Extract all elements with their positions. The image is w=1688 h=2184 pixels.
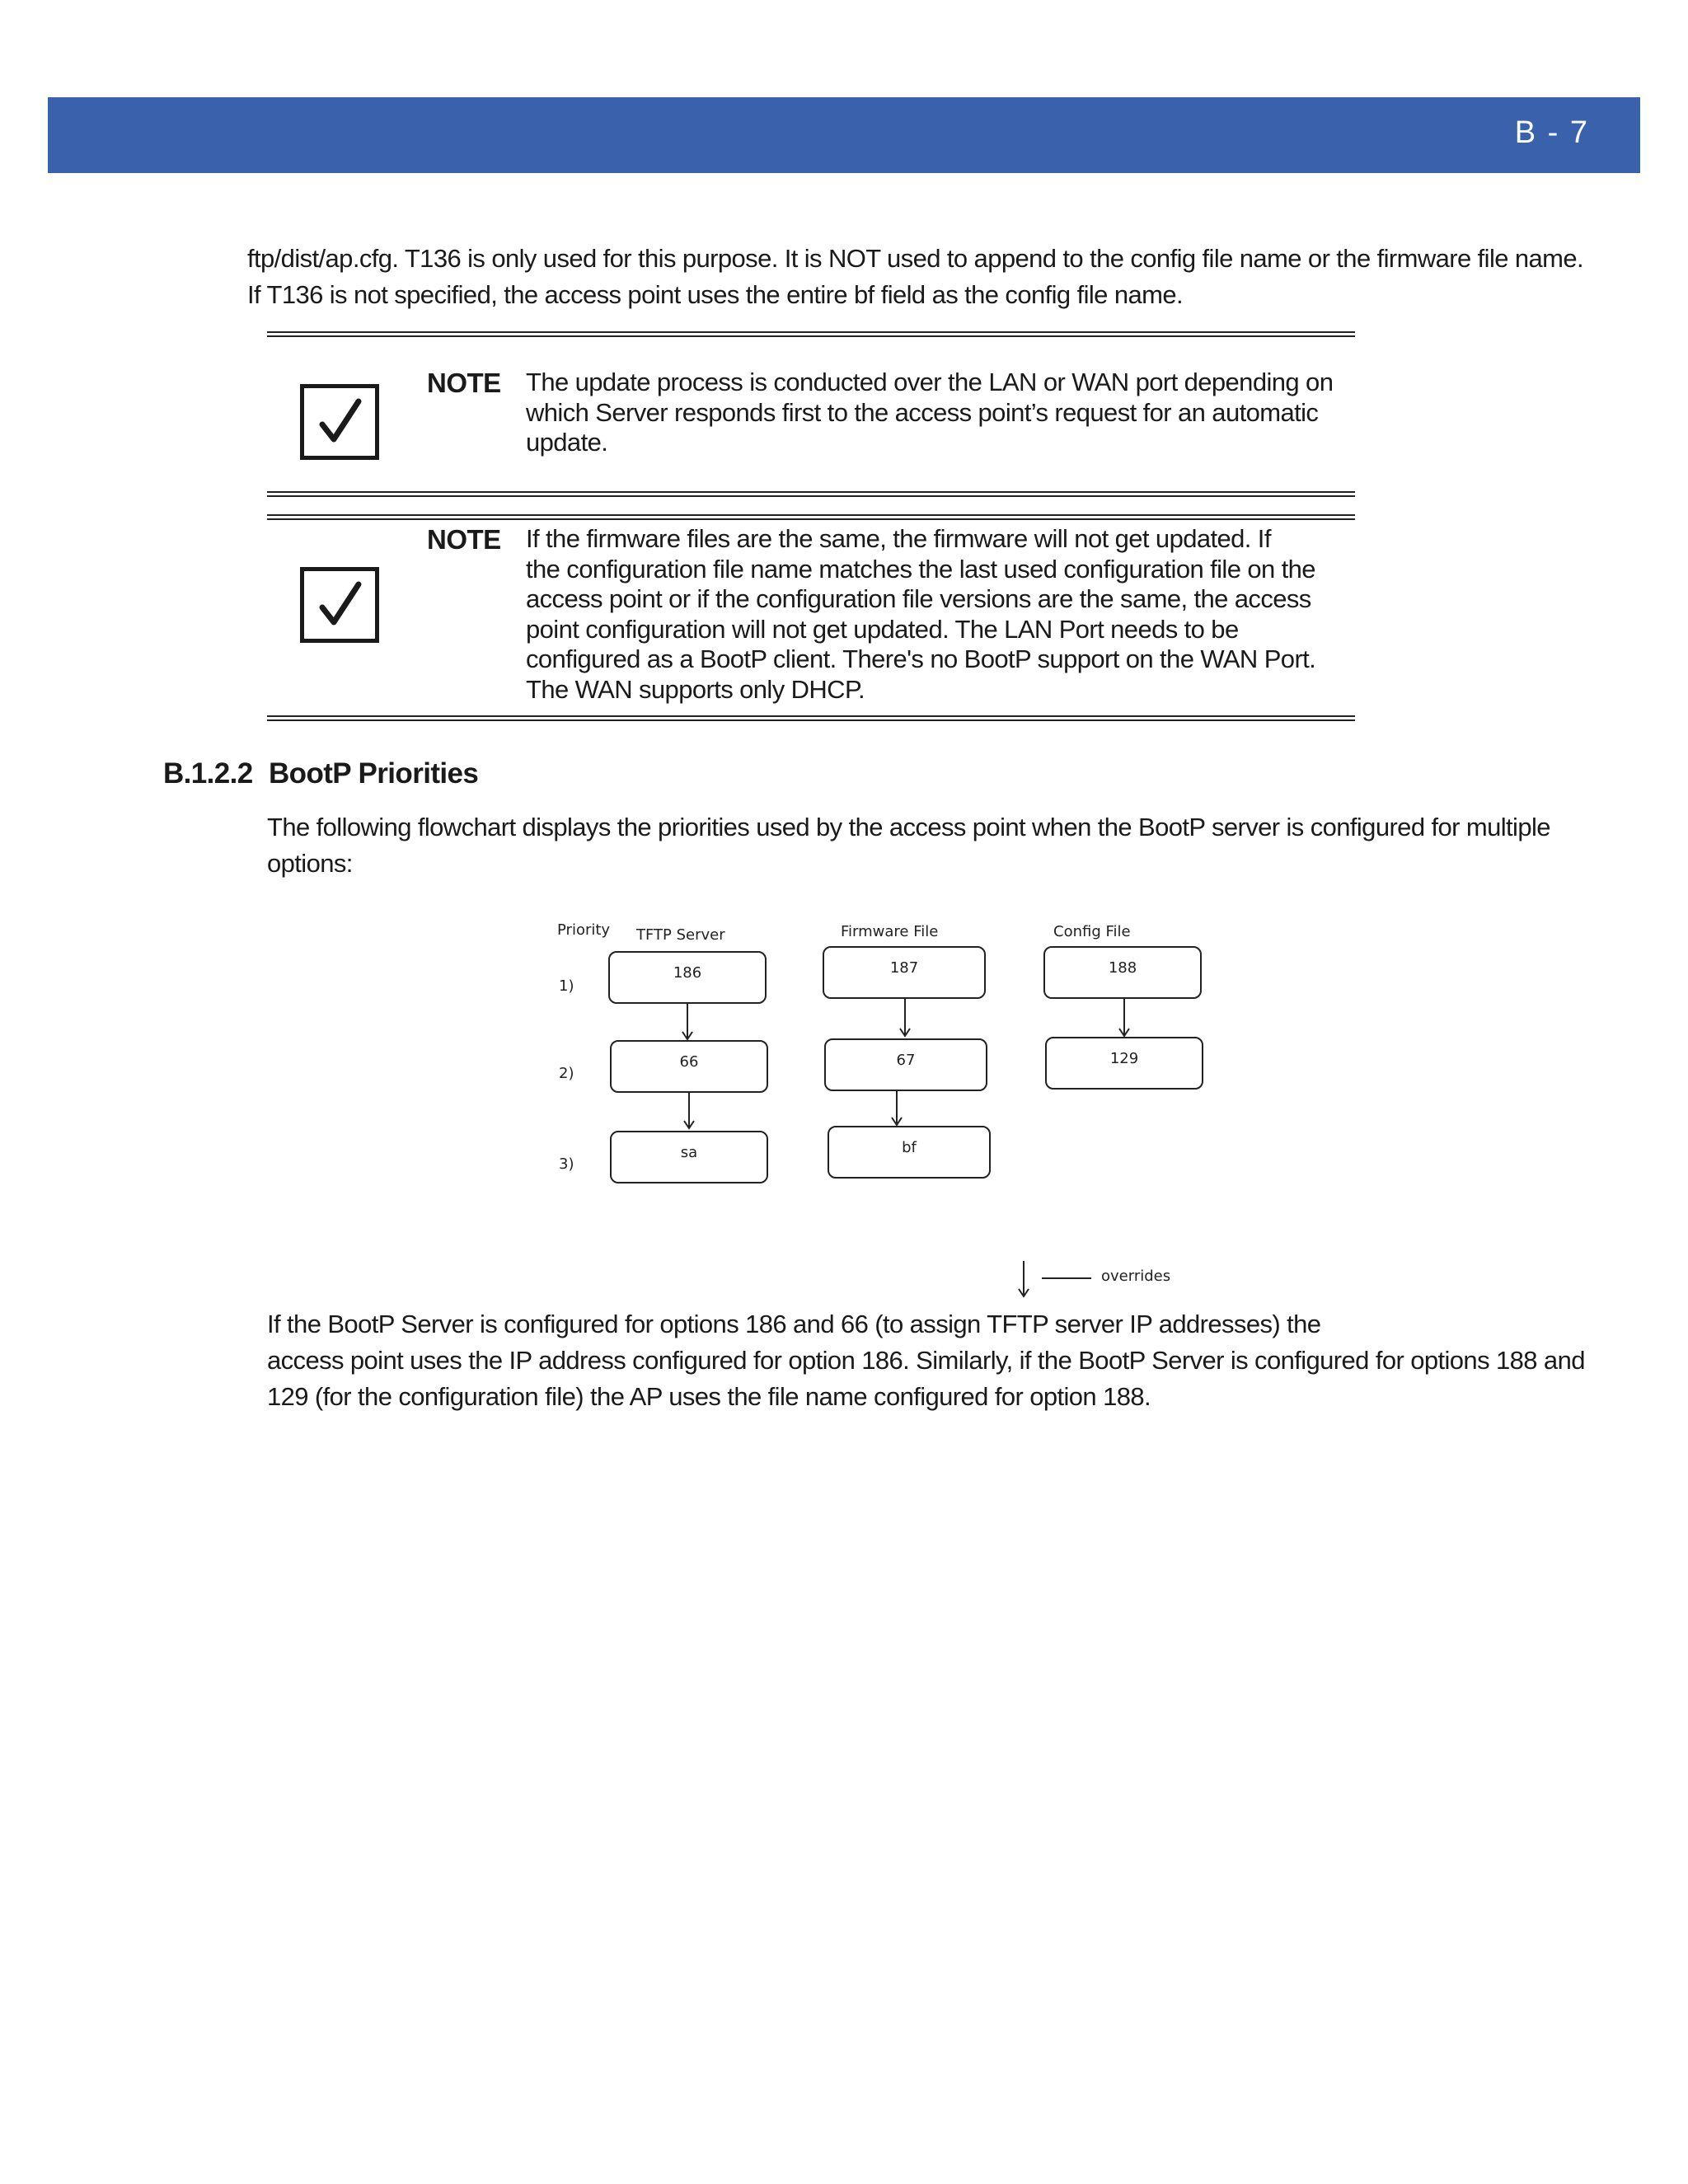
note-2-checkbox-icon bbox=[300, 567, 379, 643]
column-header-config-file: Config File bbox=[1053, 923, 1131, 940]
note-1-line: which Server responds first to the access point’s request for an automatic bbox=[526, 397, 1319, 427]
intro-line-2: If T136 is not specified, the access point uses the entire bf field as the config file name. bbox=[247, 280, 1183, 309]
priority-header: Priority bbox=[557, 921, 611, 939]
note-2-line: access point or if the configuration file versions are the same, the access bbox=[526, 584, 1311, 613]
intro-paragraph bbox=[247, 241, 1599, 313]
note-2-line: If the firmware files are the same, the firmware will not get updated. If bbox=[526, 524, 1271, 553]
note-2-text bbox=[526, 524, 1350, 705]
note-2-label: NOTE bbox=[427, 524, 501, 555]
outro-line-2: access point uses the IP address configured for option 186. Similarly, if the BootP Server is configured for options 188 and bbox=[267, 1346, 1585, 1375]
note-2-top-rule bbox=[267, 514, 1355, 520]
option-value: 129 bbox=[1109, 1050, 1139, 1067]
outro-line-3: 129 (for the configuration file) the AP uses the file name configured for option 188. bbox=[267, 1382, 1151, 1411]
option-box-67 bbox=[824, 1038, 987, 1091]
arrow-down-icon bbox=[889, 1091, 905, 1127]
arrow-down-icon bbox=[681, 1093, 697, 1131]
option-box-sa bbox=[610, 1131, 768, 1183]
option-value: 187 bbox=[889, 959, 919, 977]
option-box-66 bbox=[610, 1040, 768, 1093]
note-2-line: the configuration file name matches the last used configuration file on the bbox=[526, 554, 1315, 583]
option-value: 188 bbox=[1108, 959, 1137, 977]
note-1-checkbox-icon bbox=[300, 384, 379, 460]
outro-line-1: If the BootP Server is configured for options 186 and 66 (to assign TFTP server IP addresses) the bbox=[267, 1310, 1321, 1338]
note-1-label: NOTE bbox=[427, 368, 501, 398]
note-2-line: configured as a BootP client. There's no BootP support on the WAN Port. bbox=[526, 644, 1316, 673]
option-value: 66 bbox=[679, 1053, 699, 1071]
note-1-line: The update process is conducted over the LAN or WAN port depending on bbox=[526, 368, 1334, 396]
column-header-tftp-server: TFTP Server bbox=[636, 926, 725, 944]
option-box-129 bbox=[1045, 1037, 1203, 1090]
column-header-firmware-file: Firmware File bbox=[841, 923, 939, 940]
option-value: 67 bbox=[896, 1052, 916, 1069]
priority-label-2: 2) bbox=[559, 1065, 574, 1082]
option-value: bf bbox=[902, 1139, 917, 1156]
page-number: B - 7 bbox=[1514, 115, 1589, 150]
note-2-bottom-rule bbox=[267, 715, 1355, 721]
note-1-line: update. bbox=[526, 428, 608, 457]
arrow-down-icon bbox=[679, 1004, 696, 1042]
option-value: sa bbox=[680, 1144, 698, 1161]
legend-line bbox=[1042, 1277, 1091, 1279]
flowchart-intro-paragraph bbox=[267, 809, 1602, 882]
section-title: BootP Priorities bbox=[269, 757, 479, 790]
note-2-line: point configuration will not get updated. The LAN Port needs to be bbox=[526, 614, 1239, 644]
note-1-top-rule bbox=[267, 331, 1355, 337]
note-1-bottom-rule bbox=[267, 491, 1355, 497]
legend-label: overrides bbox=[1101, 1268, 1171, 1285]
outro-paragraph bbox=[267, 1306, 1602, 1415]
arrow-down-icon bbox=[1116, 999, 1132, 1038]
note-2-line: The WAN supports only DHCP. bbox=[526, 674, 865, 704]
option-box-188 bbox=[1043, 946, 1202, 999]
intro-line-1: ftp/dist/ap.cfg. T136 is only used for this purpose. It is NOT used to append to the config file name or the firmware file name. bbox=[247, 244, 1584, 273]
flowchart-intro-line-2: options: bbox=[267, 849, 353, 878]
section-number: B.1.2.2 bbox=[163, 757, 253, 790]
option-box-186 bbox=[608, 951, 767, 1004]
header-bar bbox=[48, 97, 1640, 173]
priority-label-3: 3) bbox=[559, 1155, 574, 1173]
option-value: 186 bbox=[673, 964, 702, 982]
flowchart-intro-line-1: The following flowchart displays the priorities used by the access point when the BootP server is configured for multiple bbox=[267, 813, 1550, 841]
legend-arrow-down-icon bbox=[1014, 1261, 1034, 1299]
option-box-bf bbox=[828, 1126, 991, 1179]
arrow-down-icon bbox=[897, 999, 913, 1038]
priority-label-1: 1) bbox=[559, 977, 574, 995]
note-1-text bbox=[526, 368, 1350, 458]
option-box-187 bbox=[823, 946, 986, 999]
bootp-priority-flowchart bbox=[544, 915, 1220, 1302]
section-heading bbox=[163, 757, 478, 791]
